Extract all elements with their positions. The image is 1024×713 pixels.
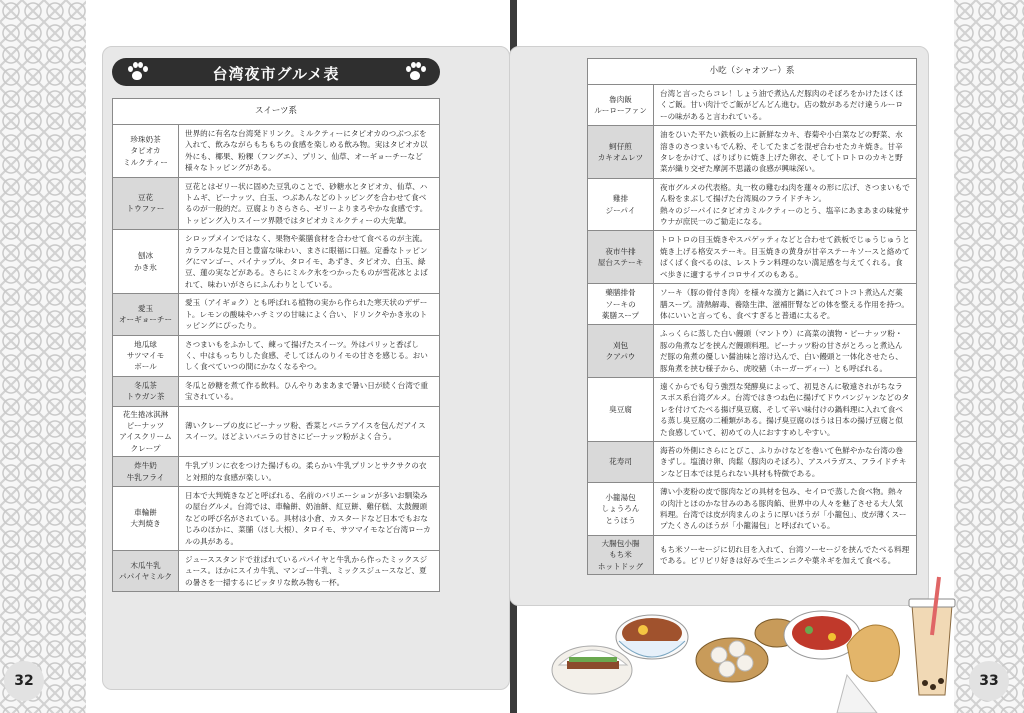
food-name: 花寿司 (588, 441, 654, 482)
food-name: 臭豆腐 (588, 377, 654, 441)
table-row (113, 486, 440, 550)
page-number: 33 (969, 661, 1009, 701)
food-name: 蚵仔煎 カキオムレツ (588, 126, 654, 179)
gua-bao-bun-icon (552, 646, 632, 694)
table-row (113, 406, 440, 457)
food-name: 炸牛奶 牛乳フライ (113, 457, 179, 487)
table-row (588, 325, 917, 378)
table-section-header: スイーツ系 (113, 99, 440, 125)
page-title-bar (112, 58, 440, 86)
food-name: 豆花 トウファー (113, 177, 179, 230)
table-row (588, 483, 917, 536)
braised-pork-rice-bowl-icon (616, 615, 688, 659)
food-description: ふっくらに蒸した白い饅頭（マントウ）に高菜の漬物・ピーナッツ粉・豚の角煮などを挟んだ饅頭料理。ピーナッツ粉の甘さがとろっと煮込んだ豚の角煮の優しい醤油味と溶け込んで、白い饅頭と一体化させたら、豚角煮を挟む様子から、虎咬豬（ホーガーディー）とも呼ばれる。 (654, 325, 917, 378)
food-name: 珍珠奶茶 タピオカ ミルクティー (113, 125, 179, 178)
page-left (14, 0, 512, 713)
table-row (588, 85, 917, 126)
food-illustration (547, 575, 967, 713)
food-description: 夜市グルメの代表格。丸一枚の雞むね肉を蓮々の形に広げ、さつまいもでん粉をまぶして揚げた台湾風のフライドチキン。 熱々のジーパイにタピオカミルクティーのとう、塩辛にあまあまの味覚サウナが庶民一のご勧走になる。 (654, 178, 917, 231)
table-row (588, 178, 917, 231)
xiaolongbao-steamer-icon (696, 619, 799, 682)
food-name: 刈包 クアパウ (588, 325, 654, 378)
food-description: 海苔の外側にさらにとびこ、ふりかけなどを巻いて色鮮やかな台湾の巻きずし。塩漬け卵、肉鬆（豚肉のそぼろ）、アスパラガス、フライドチキンなど日本では見られない具材も特徴である。 (654, 441, 917, 482)
sweets-table (112, 98, 440, 592)
food-description: シロップメインではなく、果物や薬膳食材を合わせて食べるのが主流。カラフルな見た目と豊富な味わい、まさに眼福に口福。定番なトッピングにマンゴー、パイナップル、タロイモ、あずき、タピオカ、白玉、緑豆、蓮の実などがある。さらにミルク氷をつかったものが雪花冰とよばれて、味わいがさらにふんわりとしている。 (179, 230, 440, 294)
page-number: 32 (4, 661, 44, 701)
food-description: 豆花とはゼリー状に固めた豆乳のことで、砂糖水とタピオカ、仙草、ハトムギ、ピーナッツ、白玉、つぶあんなどのトッピングを合わせて食べるのが一般的だ。豆腐よりさらさら、ゼリーよりまろやかな食感です。トッピング入りスイーツ界隈ではタピオカミルクティーの大先輩。 (179, 177, 440, 230)
food-name: 夜市牛排 屋台ステーキ (588, 231, 654, 284)
food-name: 雞排 ジーパイ (588, 178, 654, 231)
food-name: 冬瓜茶 トウガン茶 (113, 376, 179, 406)
table-row (113, 335, 440, 376)
food-description: さつまいもをふかして、練って揚げたスイーツ。外はパリッと香ばしく、中はもっちりした食感、そしてほんのりイモの甘さを感じる。おいしく食べていつの間にかなくなるやつ。 (179, 335, 440, 376)
food-description: トロトロの目玉焼きやスパゲッティなどと合わせて鉄板でじゅうじゅうと焼き上げる格安ステーキ。目玉焼きの黄身が甘辛ステーキソースと絡めてぱくぱく食べるのは、レストラン料理のない満足感を与えてくれる。食べ歩きに適するサイコロサイズのもある。 (654, 231, 917, 284)
food-description: 牛乳プリンに衣をつけた揚げもの。柔らかい牛乳プリンとサクサクの衣と対照的な食感が楽しい。 (179, 457, 440, 487)
food-name: 藥膳排骨 ソーキの 薬膳スープ (588, 284, 654, 325)
snacks-table (587, 58, 917, 575)
food-description: ソーキ（豚の骨付き肉）を様々な漢方と鍋に入れてコトコト煮込んだ薬膳スープ。清熱解毒、養陰生津、滋補肝腎などの体を整える作用を持つ。体にいいと言っても、食べすぎると普通に太るぞ。 (654, 284, 917, 325)
food-description: 愛玉（アイギョク）とも呼ばれる植物の実から作られた寒天状のデザート。レモンの酸味やハチミツの甘味によく合い、ドリンクやかき氷のトッピングにぴったり。 (179, 294, 440, 335)
food-name: 木瓜牛乳 パパイヤミルク (113, 551, 179, 592)
table-row (588, 441, 917, 482)
page-title: 台湾夜市グルメ表 (212, 65, 340, 83)
table-row (113, 230, 440, 294)
food-description: 世界的に有名な台湾発ドリンク。ミルクティーにタピオカのつぶつぶを入れて、飲みながらもちもちの食感を楽しめる飲み物。実はタピオカ以外にも、椰果、粉粿（フングエ）、プリン、仙草、オーギョーチーなど様々なトッピングがある。 (179, 125, 440, 178)
food-description: ジューススタンドで並ばれているパパイヤと牛乳から作ったミックスジュース。ほかにスイカ牛乳、マンゴー牛乳、ミックスジュースなど、夏の暑さを一掃するにピッタリな飲み物も一杯。 (179, 551, 440, 592)
table-row (588, 535, 917, 574)
food-description: もち米ソーセージに切れ目を入れて、台湾ソーセージを挟んでたべる料理である。ピリピリ好きは好みで生ニンニクや葉ネギを加えて食べる。 (654, 535, 917, 574)
table-row (113, 177, 440, 230)
food-name: 小籠湯包 しょうろん とうほう (588, 483, 654, 536)
table-row (588, 126, 917, 179)
food-name: 魯肉飯 ルーローファン (588, 85, 654, 126)
page-right (517, 0, 999, 713)
table-section-header: 小吃（シャオツー）系 (588, 59, 917, 85)
paw-icon (404, 62, 426, 82)
food-description: 遠くからでも匂う強烈な発酵臭によって、初見さんに敬遠されがちなラスボス系台湾グルメ。台湾ではきつね色に揚げてドウバンジャンなどのタレを付けてたべる揚げ臭豆腐、そして辛い味付けの鍋料理に入れて食べる蒸し臭豆腐の二種類がある。揚げ臭豆腐のほうは日本の揚げ豆腐と似た食感していて、初めての人におすすめしやすい。 (654, 377, 917, 441)
food-name: 刨冰 かき氷 (113, 230, 179, 294)
table-row (113, 551, 440, 592)
food-name: 大腸包小腸 もち米 ホットドッグ (588, 535, 654, 574)
food-description: 日本で大判焼きなどと呼ばれる、名前のバリエーションが多いお馴染みの屋台グルメ。台湾では、車輪餅、奶油餅、紅豆餅、雞仔糕、太鼓饅頭などの呼び名がされている。具材は小倉、カスタードなど日本でもおなじみのほかに、菜脯（ほし大根）、タロイモ、サツマイモなど台湾ローカルの具がある。 (179, 486, 440, 550)
table-row (588, 231, 917, 284)
food-name: 地瓜球 サツマイモ ボール (113, 335, 179, 376)
food-description: 薄い小麦粉の皮で豚肉などの具材を包み、セイロで蒸した食べ物。熱々の肉汁とほのかな甘みのある豚肉餡、世界中の人々を魅了させる大人気料理。台湾では皮が肉まんのように厚いほうが「小籠包」、皮が薄くスープたくさんのほうが「小籠湯包」と呼ばれている。 (654, 483, 917, 536)
table-row (113, 294, 440, 335)
bubble-tea-cup-icon (909, 577, 955, 695)
food-description: 薄いクレープの皮にピーナッツ粉、香菜とバニラアイスを包んだアイススイーツ。ほどよいバニラの甘さにピーナッツ粉がよく合う。 (179, 406, 440, 457)
food-name: 車輪餅 大判焼き (113, 486, 179, 550)
food-description: 冬瓜と砂糖を煮て作る飲料。ひんやりあまあまで暑い日が続く台湾で重宝されている。 (179, 376, 440, 406)
food-description: 油をひいた平たい鉄板の上に新鮮なカキ、春菊や小白菜などの野菜、水溶きのさつまいもでん粉、そしてたまごを混ぜ合わせたカキ焼き。甘辛タレをかけて、ぱりぱりに焼き上げた卵衣、そしてトロトロのカキと野菜が織り交ぜた摩訶不思議の食感が興味深い。 (654, 126, 917, 179)
table-row (113, 457, 440, 487)
lattice-border-left (0, 0, 86, 713)
table-row (113, 125, 440, 178)
table-row (113, 376, 440, 406)
table-row (588, 284, 917, 325)
food-name: 花生捲冰淇淋 ピーナッツ アイスクリーム クレープ (113, 406, 179, 457)
table-row (588, 377, 917, 441)
food-name: 愛玉 オーギョーチー (113, 294, 179, 335)
food-description: 台湾と言ったらコレ！しょう油で煮込んだ豚肉のそぼろをかけたほくほくご飯。甘い肉汁でご飯がどんどん進む。店の数があるだけ違うルーローの味があると言われている。 (654, 85, 917, 126)
